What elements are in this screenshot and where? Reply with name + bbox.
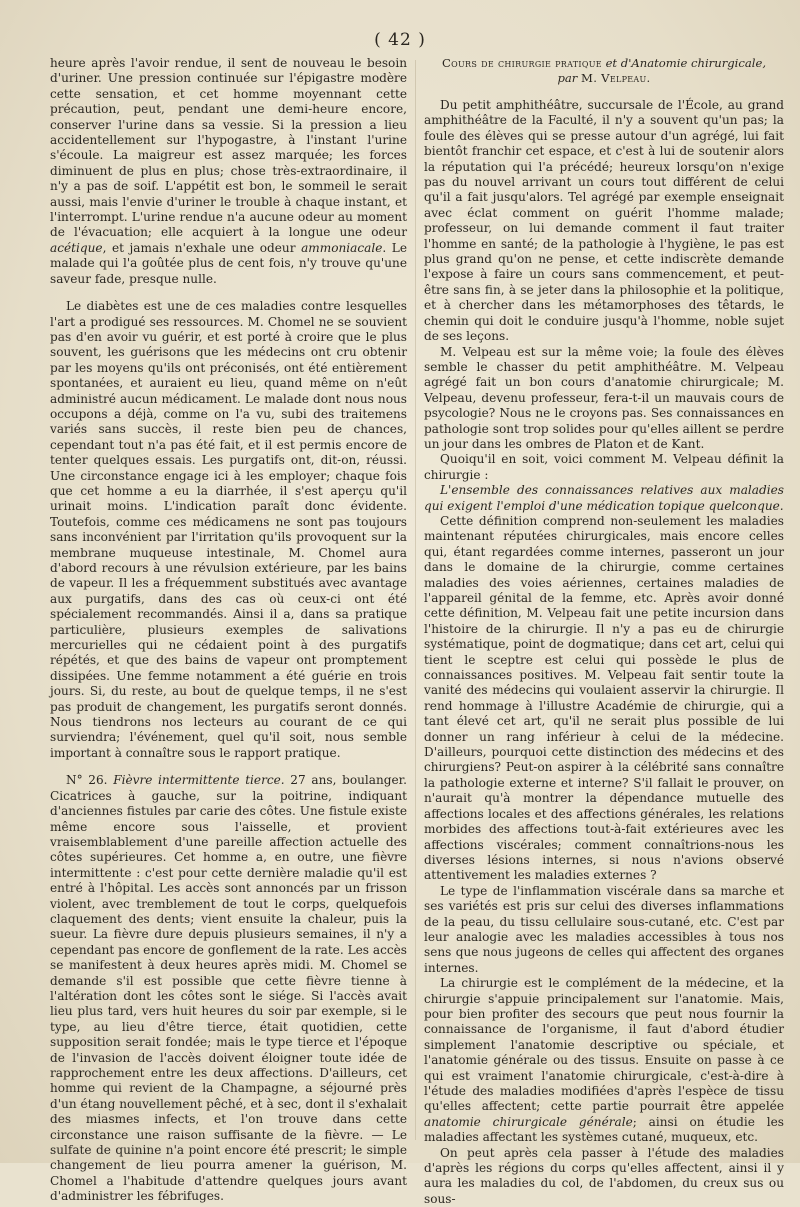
paragraph-definition xyxy=(424,483,784,514)
paragraph-anatomy xyxy=(424,976,784,1145)
article-headline xyxy=(424,56,784,86)
paragraph-diabetes: Le diabètes est une de ces maladies contre lesquelles l'art a prodigué ses ressources. M. Chomel ne se souvient pas d'en avoir vu guérir, et est porté à croire que le plus souvent, les guérisons que les médecins ont cru obtenir par les moyens qu'ils ont préconisés, ont été entièrement spontanées, et auraient eu lieu, quand même on n'eût administré aucun médicament. Le malade dont nous nous occupons a déjà, comme on l'a vu, subi des traitemens variés sans succès, il reste bien peu de chances, cependant tout n'a pas été fait, et il est permis encore de tenter quelques essais. Les purgatifs ont, dit-on, réussi. Une circonstance engage ici à les employer; chaque fois que cet homme a eu la diarrhée, il s'est aperçu qu'il urinait moins. L'indication paraît donc évidente. Toutefois, comme ces médicamens ne sont pas toujours sans inconvénient par l'irritation qu'ils provoquent sur la membrane muqueuse intestinale, M. Chomel aura d'abord recours à une révulsion extérieure, par les bains de vapeur. Il les a fréquemment substitués avec avantage aux purgatifs, dans des cas où ceux-ci ont été spécialement recommandés. Ainsi il a, dans sa pratique particulière, plusieurs exemples de salivations mercurielles qui ne cédaient point à des purgatifs répétés, et que des bains de vapeur ont promptement dissipées. Une femme notamment a été guérie en trois jours. Si, du reste, au bout de quelque temps, il ne s'est pas produit de changement, les purgatifs seront donnés. Nous tiendrons nos lecteurs au courant de ce qui surviendra; l'événement, quel qu'il soit, nous semble important à connaître sous le rapport pratique. xyxy=(50,299,407,760)
paragraph-definition-scope: Cette définition comprend non-seulement les maladies maintenant réputées chirurgicales, mais encore celles qui, étant regardées comme internes, passeront un jour dans le domaine de la chirurgie, comme certaines maladies des voies aériennes, certaines maladies de l'appareil génital de la femme, etc. Après avoir donné cette définition, M. Velpeau fait une petite incursion dans l'histoire de la chirurgie. Il n'y a pas eu de chirurgie systématique, point de dogmatique; dans cet art, celui qui tient le sceptre est celui qui possède le plus de connaissances positives. M. Velpeau fait sentir toute la vanité des médecins qui voulaient asservir la chirurgie. Il rend hommage à l'illustre Académie de chirurgie, qui a tant élevé cet art, qu'il ne serait plus possible de lui donner un rang inférieur à celui de la médecine. D'ailleurs, pourquoi cette distinction des médecins et des chirurgiens? Peut-on aspirer à la célébrité sans connaître la pathologie externe et interne? S'il fallait le prouver, on n'aurait qu'à montrer la dépendance mutuelle des affections locales et des affections générales, les relations morbides des affections tout-à-fait extérieures avec les affections viscérales; comment connaîtrions-nous les diverses lésions internes, si nous n'avions observé attentivement les maladies externes ? xyxy=(424,513,784,883)
paragraph-definition-intro: Quoiqu'il en soit, voici comment M. Velpeau définit la chirurgie : xyxy=(424,452,784,482)
headline-author: M. Velpeau. xyxy=(581,71,651,85)
definition-text: L'ensemble des connaissances relatives aux maladies qui exigent l'emploi d'une médication topique quelconque. xyxy=(424,483,784,513)
paragraph-text: La chirurgie est le complément de la médecine, et la chirurgie s'appuie principalement sur l'anatomie. Mais, pour bien profiter des secours que peut nous fournir la connaissance de l'organisme, il faut d'abord étudier simplement l'anatomie descriptive ou spéciale, et l'anatomie générale ou des tissus. Ensuite on passe à ce qui est vraiment l'anatomie chirurgicale, c'est-à-dire à l'étude des maladies modifiées d'après l'espèce de tissu qu'elles affectent; cette partie pourrait être appelée xyxy=(424,976,784,1114)
paragraph-text: , et jamais n'exhale une odeur xyxy=(102,240,296,255)
paragraph-case-26 xyxy=(50,773,407,1204)
paragraph-velpeau: M. Velpeau est sur la même voie; la foule des élèves semble le chasser du petit amphithéâtre. M. Velpeau agrégé fait un bon cours d'anatomie chirurgicale; M. Velpeau, devenu professeur, fera-t-il un mauvais cours de psycologie? Nous ne le croyons pas. Ses connaissances en pathologie sont trop solides pour qu'elles aillent se perdre un jour dans les ombres de Platon et de Kant. xyxy=(424,344,784,451)
paragraph-inflammation: Le type de l'inflammation viscérale dans sa marche et ses variétés est pris sur celui des diverses inflammations de la peau, du tissu cellulaire sous-cutané, etc. C'est par leur analogie avec les maladies accessibles à tous nos sens que nous jugeons de celles qui affectent des organes internes. xyxy=(424,883,784,975)
case-number: N° 26. xyxy=(66,773,108,788)
headline-subtitle: et d'Anatomie chirurgicale, xyxy=(605,56,767,70)
paragraph-urine-observation xyxy=(50,56,407,287)
right-column xyxy=(424,56,784,1207)
emphasis-anatomie: anatomie chirurgicale générale xyxy=(424,1114,633,1129)
paragraph-text: heure après l'avoir rendue, il sent de nouveau le besoin d'uriner. Une pression continuée sur l'épigastre modère cette sensation, et cet homme moyennant cette précaution, peut, pendant une demi-heure encore, conserver l'urine dans sa vessie. Si la pression a lieu accidentellement sur l'hypogastre, à l'instant l'urine s'écoule. La maigreur est assez marquée; les forces diminuent de plus en plus; chose très-extraordinaire, il n'y a pas de soif. L'appétit est bon, le sommeil le serait aussi, mais l'envie d'uriner le trouble à chaque instant, et l'interrompt. L'urine rendue n'a aucune odeur au moment de l'évacuation; elle acquiert à la longue une odeur xyxy=(50,56,407,240)
emphasis-acetique: acétique xyxy=(50,240,103,255)
paragraph-text: ; ainsi on étudie les maladies affectant les systèmes cutané, muqueux, etc. xyxy=(424,1114,784,1145)
left-column xyxy=(50,56,407,1205)
paragraph-text: . Le malade qui l'a goûtée plus de cent fois, n'y trouve qu'une saveur fade, presque nulle. xyxy=(50,240,407,286)
column-divider xyxy=(415,60,416,1140)
headline-title: Cours de chirurgie pratique xyxy=(441,56,602,70)
emphasis-ammoniacale: ammoniacale xyxy=(301,240,383,255)
headline-par: par xyxy=(557,71,578,85)
paragraph-text: 27 ans, boulanger. Cicatrices à gauche, sur la poitrine, indiquant d'anciennes fistules par carie des côtes. Une fistule existe même encore sous l'aisselle, et provient vraisemblablement d'une pareille affection actuelle des côtes supérieures. Cet homme a, en outre, une fièvre intermittente : c'est pour cette dernière maladie qu'il est entré à l'hôpital. Les accès sont annoncés par un frisson violent, avec tremblement de tout le corps, quelquefois claquement des dents; vient ensuite la chaleur, puis la sueur. La fièvre dure depuis plusieurs semaines, il n'y a cependant pas encore de gonflement de la rate. Les accès se manifestent à deux heures après midi. M. Chomel se demande s'il est possible que cette fièvre tienne à l'altération dont les côtes sont le siége. Si l'accès avait lieu plus tard, vers huit heures du soir par exemple, si le type, au lieu d'être tierce, était quotidien, cette supposition serait fondée; mais le type tierce et l'époque de l'invasion de l'accès doivent éloigner toute idée de rapprochement entre les deux affections. D'ailleurs, cet homme qui revient de la Champagne, a séjourné près d'un étang nouvellement pêché, et à sec, dont il s'exhalait des miasmes infects, et l'on trouve dans cette circonstance une raison suffisante de la fièvre. — Le sulfate de quinine n'a point encore été prescrit; le simple changement de lieu pourra amener la guérison, M. Chomel a l'habitude d'attendre quelques jours avant d'administrer les fébrifuges. xyxy=(50,773,407,1204)
paragraph-regions: On peut après cela passer à l'étude des maladies d'après les régions du corps qu'elles affectent, ainsi il y aura les maladies du col, de l'abdomen, du creux sus ou sous- xyxy=(424,1145,784,1206)
case-title: Fièvre intermittente tierce. xyxy=(113,773,285,788)
page-number: ( 42 ) xyxy=(374,30,426,50)
paragraph-amphitheatre: Du petit amphithéâtre, succursale de l'École, au grand amphithéâtre de la Faculté, il n'y a souvent qu'un pas; la foule des élèves qui se presse autour d'un agrégé, lui fait bientôt franchir cet espace, et c'est à lui de soutenir alors la réputation qui l'a précédé; heureux lorsqu'on n'exige pas du nouvel arrivant un cours tout différent de celui qu'il a fait jusqu'alors. Tel agrégé par exemple enseignait avec éclat comment on guérit l'homme malade; professeur, on lui demande comment il faut traiter l'homme en santé; de la pathologie à l'hygiène, le pas est plus grand qu'on ne pense, et cette indiscrète demande l'expose à faire un cours sans commencement, et peut-être sans fin, à se jeter dans la philosophie et la politique, et à chercher dans les métamorphoses des têtards, le chemin qui doit le conduire jusqu'à l'homme, noble sujet de ses leçons. xyxy=(424,98,784,344)
